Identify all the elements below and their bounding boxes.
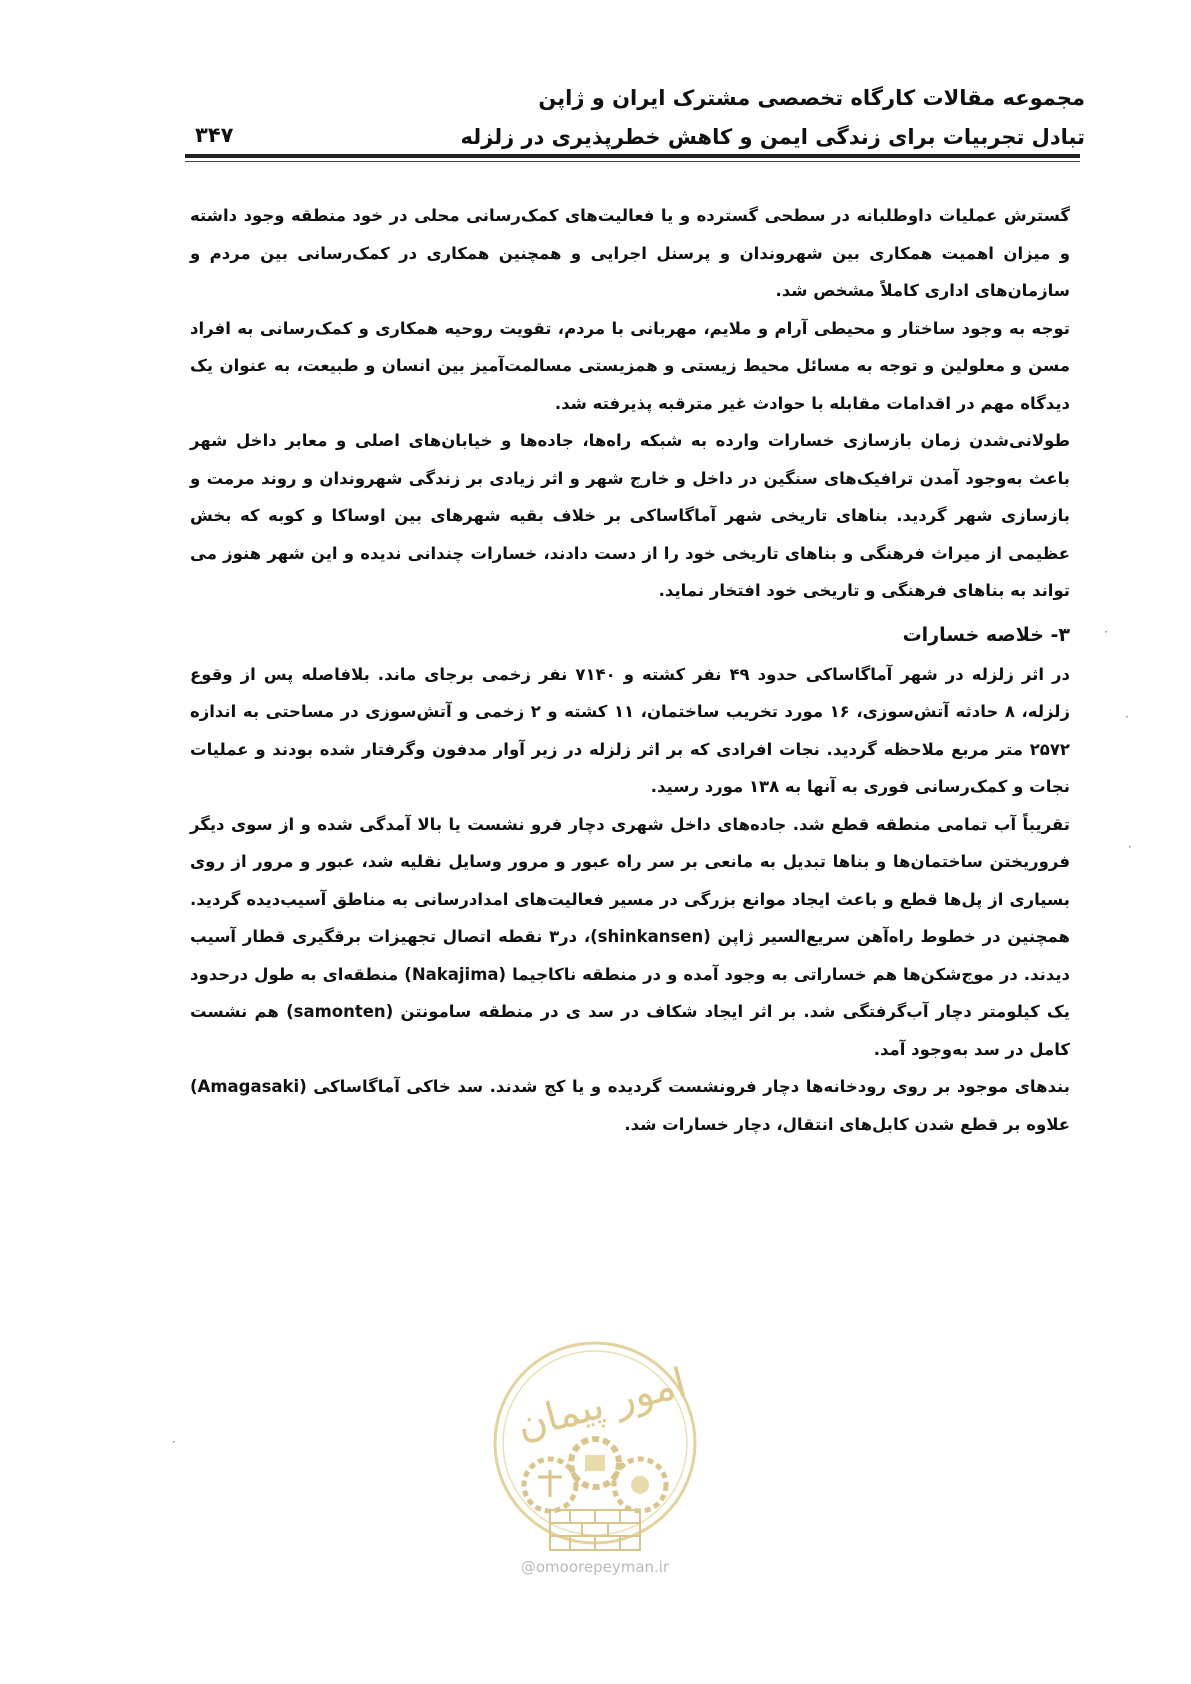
page-number: ۳۴۷ — [195, 123, 234, 147]
watermark-emblem-icon — [470, 1325, 720, 1575]
body-text — [190, 197, 1070, 1143]
scan-speck: · — [172, 1435, 176, 1449]
header-title-line2: تبادل تجربیات برای زندگی ایمن و کاهش خطرپذیری در زلزله — [460, 125, 1085, 149]
section-heading: ۳- خلاصه خسارات — [902, 623, 1070, 646]
watermark-logo — [470, 1325, 720, 1575]
header-title-line1: مجموعه مقالات کارگاه تخصصی مشترک ایران و ژاپن — [538, 86, 1085, 110]
header-rule-thin — [185, 161, 1080, 162]
scan-speck: · — [1125, 710, 1129, 724]
scan-speck: · — [1104, 625, 1108, 639]
paragraph: طولانی‌شدن زمان بازسازی خسارات وارده به شبکه راه‌ها، جاده‌ها و خیابان‌های اصلی و معابر داخل شهر باعث به‌وجود آمدن ترافیک‌های سنگین در داخل و خارج شهر و اثر زیادی بر زندگی شهروندان و روند مرمت و بازسازی شهر گردید. بناهای تاریخی شهر آماگاساکی بر خلاف بقیه شهرهای بین اوساکا و کوبه که بخش عظیمی از میراث فرهنگی و بناهای تاریخی خود را از دست دادند، خسارات چندانی ندیده و این شهر هنوز می تواند به بناهای فرهنگی و تاریخی خود افتخار نماید. — [190, 431, 1070, 600]
paragraph: بندهای موجود بر روی رودخانه‌ها دچار فرونشست گردیده و یا کج شدند. سد خاکی آماگاساکی (Amagasaki) علاوه بر قطع شدن کابل‌های انتقال، دچار خسارات شد. — [190, 1077, 1070, 1134]
svg-text:امور پیمان: امور پیمان — [512, 1359, 692, 1450]
page-header — [185, 78, 1085, 178]
watermark-url: @omoorepeyman.ir — [520, 1558, 670, 1576]
paragraph: گسترش عملیات داوطلبانه در سطحی گسترده و یا فعالیت‌های کمک‌رسانی محلی در خود منطقه وجود داشته و میزان اهمیت همکاری بین شهروندان و پرسنل اجرایی و همچنین همکاری در کمک‌رسانی بین مردم و سازمان‌های اداری کاملاً مشخص شد. — [190, 206, 1070, 300]
paragraph: تقریباً آب تمامی منطقه قطع شد. جاده‌های داخل شهری دچار فرو نشست یا بالا آمدگی شده و از سوی دیگر فروریختن ساختمان‌ها و بناها تبدیل به مانعی بر سر راه عبور و مرور وسایل نقلیه شد، عبور و مرور از روی بسیاری از پل‌ها قطع و باعث ایجاد موانع بزرگی در مسیر فعالیت‌های امدادرسانی به مناطق آسیب‌دیده گردید. همچنین در خطوط راه‌آهن سریع‌السیر ژاپن (shinkansen)، در۳ نقطه اتصال تجهیزات برقگیری قطار آسیب دیدند. در موج‌شکن‌ها هم خساراتی به وجود آمده و در منطقه ناکاجیما (Nakajima) منطقه‌ای به طول درحدود یک کیلومتر دچار آب‌گرفتگی شد. بر اثر ایجاد شکاف در سد ی در منطقه سامونتن (samonten) هم نشست کامل در سد به‌وجود آمد. — [190, 814, 1070, 1059]
paragraph: در اثر زلزله در شهر آماگاساکی حدود ۴۹ نفر کشته و ۷۱۴۰ نفر زخمی برجای ماند. بلافاصله پس از وقوع زلزله، ۸ حادثه آتش‌سوزی، ۱۶ مورد تخریب ساختمان، ۱۱ کشته و ۲ زخمی و آتش‌سوزی در مساحتی به اندازه ۲۵۷۲ متر مربع ملاحظه گردید. نجات افرادی که بر اثر زلزله در زیر آوار مدفون وگرفتار شده بودند و عملیات نجات و کمک‌رسانی فوری به آنها به ۱۳۸ مورد رسید. — [190, 664, 1070, 796]
scan-speck: · — [1128, 840, 1132, 854]
paragraph: توجه به وجود ساختار و محیطی آرام و ملایم، مهربانی با مردم، تقویت روحیه همکاری و کمک‌رسانی به افراد مسن و معلولین و توجه به مسائل محیط زیستی و همزیستی مسالمت‌آمیز بین انسان و طبیعت، به عنوان یک دیدگاه مهم در اقدامات مقابله با حوادث غیر مترقبه پذیرفته شد. — [190, 318, 1070, 413]
header-rule-thick — [185, 154, 1080, 158]
